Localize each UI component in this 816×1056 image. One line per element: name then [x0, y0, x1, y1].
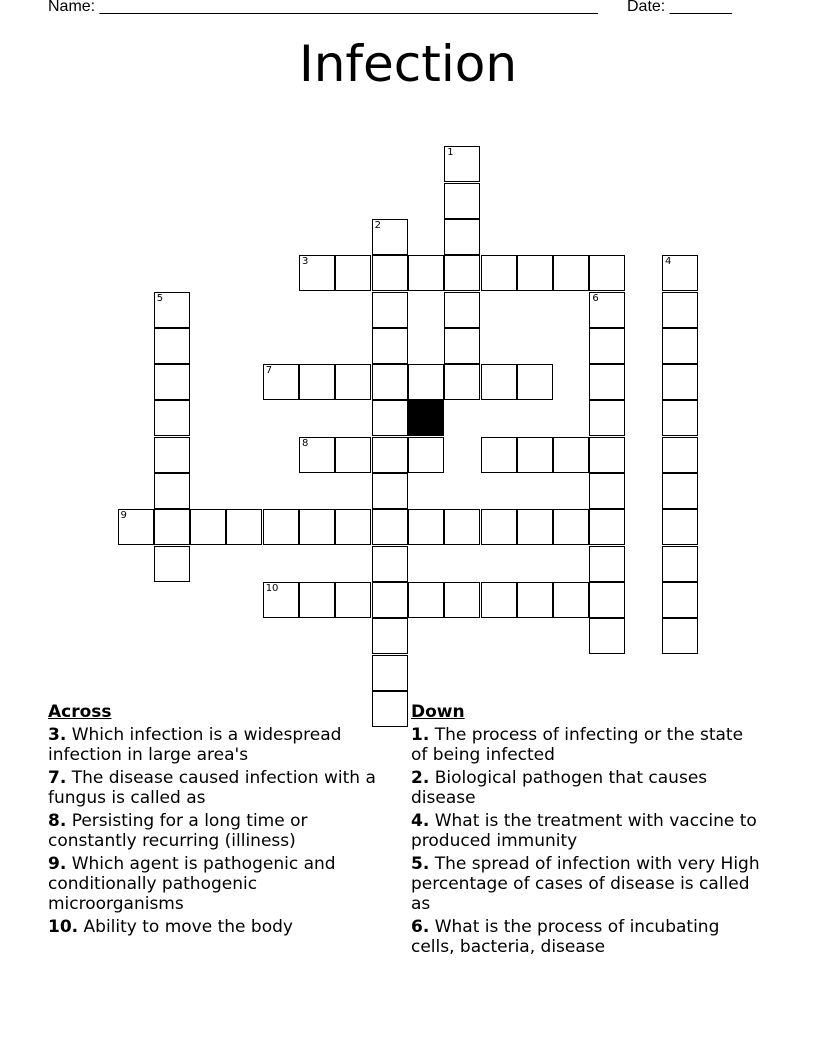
grid-cell[interactable]: [481, 582, 517, 618]
grid-cell[interactable]: [335, 437, 371, 473]
clue-number: 4: [665, 256, 672, 268]
clue-number-label: 1.: [411, 725, 430, 745]
clue-item: [411, 854, 761, 914]
grid-cell[interactable]: [372, 437, 408, 473]
clue-text: Which infection is a widespread infection in large area's: [48, 725, 342, 765]
down-heading: Down: [411, 702, 465, 722]
clue-number-label: 2.: [411, 768, 430, 788]
grid-cell[interactable]: [372, 400, 408, 436]
clue-text: The spread of infection with very High percentage of cases of disease is called as: [411, 854, 760, 914]
grid-cell[interactable]: [118, 509, 154, 545]
clue-number: 9: [120, 510, 127, 522]
clue-number: 5: [156, 292, 164, 304]
grid-cell[interactable]: [372, 292, 408, 328]
page-title: Infection: [298, 35, 518, 93]
grid-cell[interactable]: [481, 437, 517, 473]
grid-cell[interactable]: [589, 400, 625, 436]
grid-cell[interactable]: [589, 255, 625, 291]
clue-text: Biological pathogen that causes disease: [411, 768, 708, 808]
clue-number-label: 6.: [411, 917, 430, 937]
clue-item: [411, 725, 761, 765]
grid-cell[interactable]: [335, 582, 371, 618]
grid-cell[interactable]: [589, 509, 625, 545]
date-field[interactable]: Date: _______: [627, 0, 732, 15]
grid-cell[interactable]: [589, 437, 625, 473]
grid-cell[interactable]: [444, 328, 480, 364]
grid-cell[interactable]: [444, 582, 480, 618]
grid-cell[interactable]: [372, 219, 408, 255]
across-heading: Across: [48, 702, 112, 722]
clue-text: Ability to move the body: [78, 917, 293, 937]
grid-cell[interactable]: [662, 509, 698, 545]
grid-cell[interactable]: [481, 255, 517, 291]
clue-number: 8: [302, 437, 309, 449]
across-clue-list: [48, 725, 388, 937]
grid-cell[interactable]: [553, 582, 589, 618]
name-field[interactable]: Name: ________________________________________________________: [48, 0, 598, 15]
grid-cell[interactable]: [444, 255, 480, 291]
clue-text: Which agent is pathogenic and conditionally pathogenic microorganisms: [48, 854, 336, 914]
grid-cell[interactable]: [299, 509, 335, 545]
grid-cell[interactable]: [662, 437, 698, 473]
grid-cell[interactable]: [299, 437, 335, 473]
grid-cell[interactable]: [372, 582, 408, 618]
grid-cell[interactable]: [372, 509, 408, 545]
grid-cell[interactable]: [444, 509, 480, 545]
grid-cell[interactable]: [553, 509, 589, 545]
grid-cell[interactable]: [662, 255, 698, 291]
grid-cell[interactable]: [408, 255, 444, 291]
clue-text: What is the treatment with vaccine to produced immunity: [411, 811, 757, 851]
clue-item: [48, 725, 388, 765]
grid-cell[interactable]: [589, 328, 625, 364]
grid-cell[interactable]: [517, 509, 553, 545]
clue-number-label: 7.: [48, 768, 67, 788]
grid-cell[interactable]: [154, 509, 190, 545]
grid-cell[interactable]: [662, 400, 698, 436]
grid-cell[interactable]: [154, 292, 190, 328]
clue-number: 6: [592, 292, 599, 304]
grid-cell[interactable]: [408, 582, 444, 618]
grid-cell[interactable]: [517, 255, 553, 291]
grid-cell[interactable]: [372, 655, 408, 691]
grid-cell[interactable]: [662, 328, 698, 364]
clue-text: The disease caused infection with a fungus is called as: [48, 768, 376, 808]
grid-cell[interactable]: [372, 364, 408, 400]
clue-number-label: 9.: [48, 854, 67, 874]
grid-cell[interactable]: [662, 473, 698, 509]
clue-number-label: 3.: [48, 725, 67, 745]
clue-item: [48, 811, 388, 851]
grid-cell[interactable]: [662, 292, 698, 328]
grid-cell[interactable]: [372, 255, 408, 291]
grid-cell[interactable]: [190, 509, 226, 545]
grid-cell[interactable]: [517, 364, 553, 400]
grid-cell[interactable]: [154, 546, 190, 582]
grid-cell[interactable]: [662, 364, 698, 400]
grid-cell[interactable]: [444, 219, 480, 255]
grid-cell[interactable]: [372, 328, 408, 364]
grid-cell[interactable]: [589, 618, 625, 654]
clue-text: What is the process of incubating cells, bacteria, disease: [411, 917, 720, 957]
clue-text: Persisting for a long time or constantly recurring (illiness): [48, 811, 308, 851]
grid-cell[interactable]: [299, 255, 335, 291]
grid-cell[interactable]: [662, 582, 698, 618]
down-clues: [411, 702, 761, 960]
clue-item: [411, 768, 761, 808]
grid-cell[interactable]: [263, 364, 299, 400]
grid-cell[interactable]: [299, 582, 335, 618]
grid-cell[interactable]: [226, 509, 262, 545]
grid-cell[interactable]: [154, 400, 190, 436]
grid-cell[interactable]: [154, 473, 190, 509]
grid-cell[interactable]: [481, 509, 517, 545]
clue-number: 3: [302, 256, 309, 268]
grid-cell[interactable]: [372, 473, 408, 509]
grid-cell[interactable]: [154, 328, 190, 364]
clue-number: 1: [447, 147, 454, 159]
clue-item: [411, 917, 761, 957]
grid-cell[interactable]: [589, 364, 625, 400]
grid-cell[interactable]: [553, 255, 589, 291]
clue-item: [411, 811, 761, 851]
grid-cell[interactable]: [553, 437, 589, 473]
black-cell: [408, 400, 444, 436]
grid-cell[interactable]: [299, 364, 335, 400]
grid-cell[interactable]: [589, 292, 625, 328]
clue-text: The process of infecting or the state of being infected: [411, 725, 744, 765]
clue-number-label: 8.: [48, 811, 67, 831]
clue-number-label: 10.: [48, 917, 79, 937]
clue-item: [48, 917, 388, 937]
grid-cell[interactable]: [372, 618, 408, 654]
grid-cell[interactable]: [154, 364, 190, 400]
grid-cell[interactable]: [589, 546, 625, 582]
grid-cell[interactable]: [408, 437, 444, 473]
clue-item: [48, 768, 388, 808]
grid-cell[interactable]: [662, 618, 698, 654]
grid-cell[interactable]: [408, 364, 444, 400]
grid-cell[interactable]: [444, 292, 480, 328]
across-clues: [48, 702, 388, 940]
grid-cell[interactable]: [408, 509, 444, 545]
grid-cell[interactable]: [154, 437, 190, 473]
grid-cell[interactable]: [517, 582, 553, 618]
grid-cell[interactable]: [263, 509, 299, 545]
grid-cell[interactable]: [335, 364, 371, 400]
clue-item: [48, 854, 388, 914]
grid-cell[interactable]: [335, 509, 371, 545]
grid-cell[interactable]: [444, 364, 480, 400]
grid-cell[interactable]: [481, 364, 517, 400]
grid-cell[interactable]: [589, 473, 625, 509]
grid-cell[interactable]: [662, 546, 698, 582]
grid-cell[interactable]: [517, 437, 553, 473]
clue-number-label: 4.: [411, 811, 430, 831]
grid-cell[interactable]: [263, 582, 299, 618]
clue-number: 10: [265, 582, 279, 594]
grid-cell[interactable]: [444, 183, 480, 219]
grid-cell[interactable]: [335, 255, 371, 291]
grid-cell[interactable]: [589, 582, 625, 618]
clue-number-label: 5.: [411, 854, 430, 874]
clue-number: 7: [265, 365, 273, 377]
clue-number: 2: [374, 219, 381, 231]
grid-cell[interactable]: [372, 546, 408, 582]
down-clue-list: [411, 725, 761, 957]
grid-cell[interactable]: [444, 146, 480, 182]
